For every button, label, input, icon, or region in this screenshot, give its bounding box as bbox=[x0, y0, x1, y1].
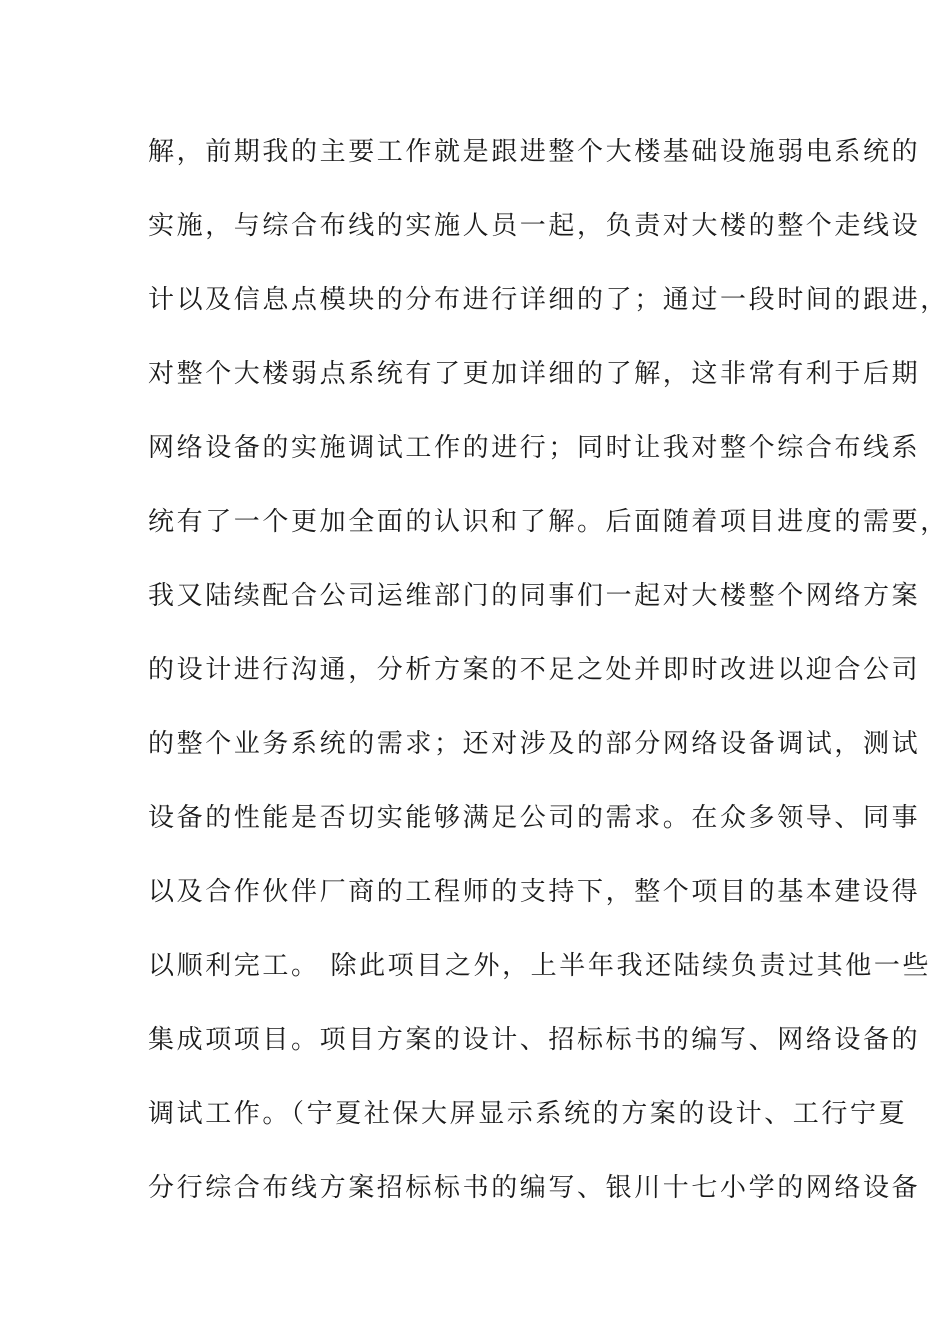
text-line: 以及合作伙伴厂商的工程师的支持下，整个项目的基本建设得 bbox=[148, 877, 921, 907]
text-line: 对整个大楼弱点系统有了更加详细的了解，这非常有利于后期 bbox=[148, 359, 921, 389]
text-line: 计以及信息点模块的分布进行详细的了；通过一段时间的跟进， bbox=[148, 285, 949, 315]
body-text bbox=[148, 132, 949, 1242]
text-line: 我又陆续配合公司运维部门的同事们一起对大楼整个网络方案 bbox=[148, 581, 921, 611]
text-line: 实施，与综合布线的实施人员一起，负责对大楼的整个走线设 bbox=[148, 211, 921, 241]
text-line: 统有了一个更加全面的认识和了解。后面随着项目进度的需要， bbox=[148, 507, 949, 537]
text-line: 设备的性能是否切实能够满足公司的需求。在众多领导、同事 bbox=[148, 803, 921, 833]
text-line: 集成项项目。项目方案的设计、招标标书的编写、网络设备的 bbox=[148, 1025, 921, 1055]
text-line: 网络设备的实施调试工作的进行；同时让我对整个综合布线系 bbox=[148, 433, 921, 463]
text-line: 的整个业务系统的需求；还对涉及的部分网络设备调试，测试 bbox=[148, 729, 921, 759]
text-line: 调试工作。（宁夏社保大屏显示系统的方案的设计、工行宁夏 bbox=[148, 1099, 908, 1129]
text-line: 分行综合布线方案招标标书的编写、银川十七小学的网络设备 bbox=[148, 1173, 921, 1203]
text-line: 解，前期我的主要工作就是跟进整个大楼基础设施弱电系统的 bbox=[148, 137, 921, 167]
text-line: 以顺利完工。 除此项目之外，上半年我还陆续负责过其他一些 bbox=[148, 951, 932, 981]
text-line: 的设计进行沟通，分析方案的不足之处并即时改进以迎合公司 bbox=[148, 655, 921, 685]
